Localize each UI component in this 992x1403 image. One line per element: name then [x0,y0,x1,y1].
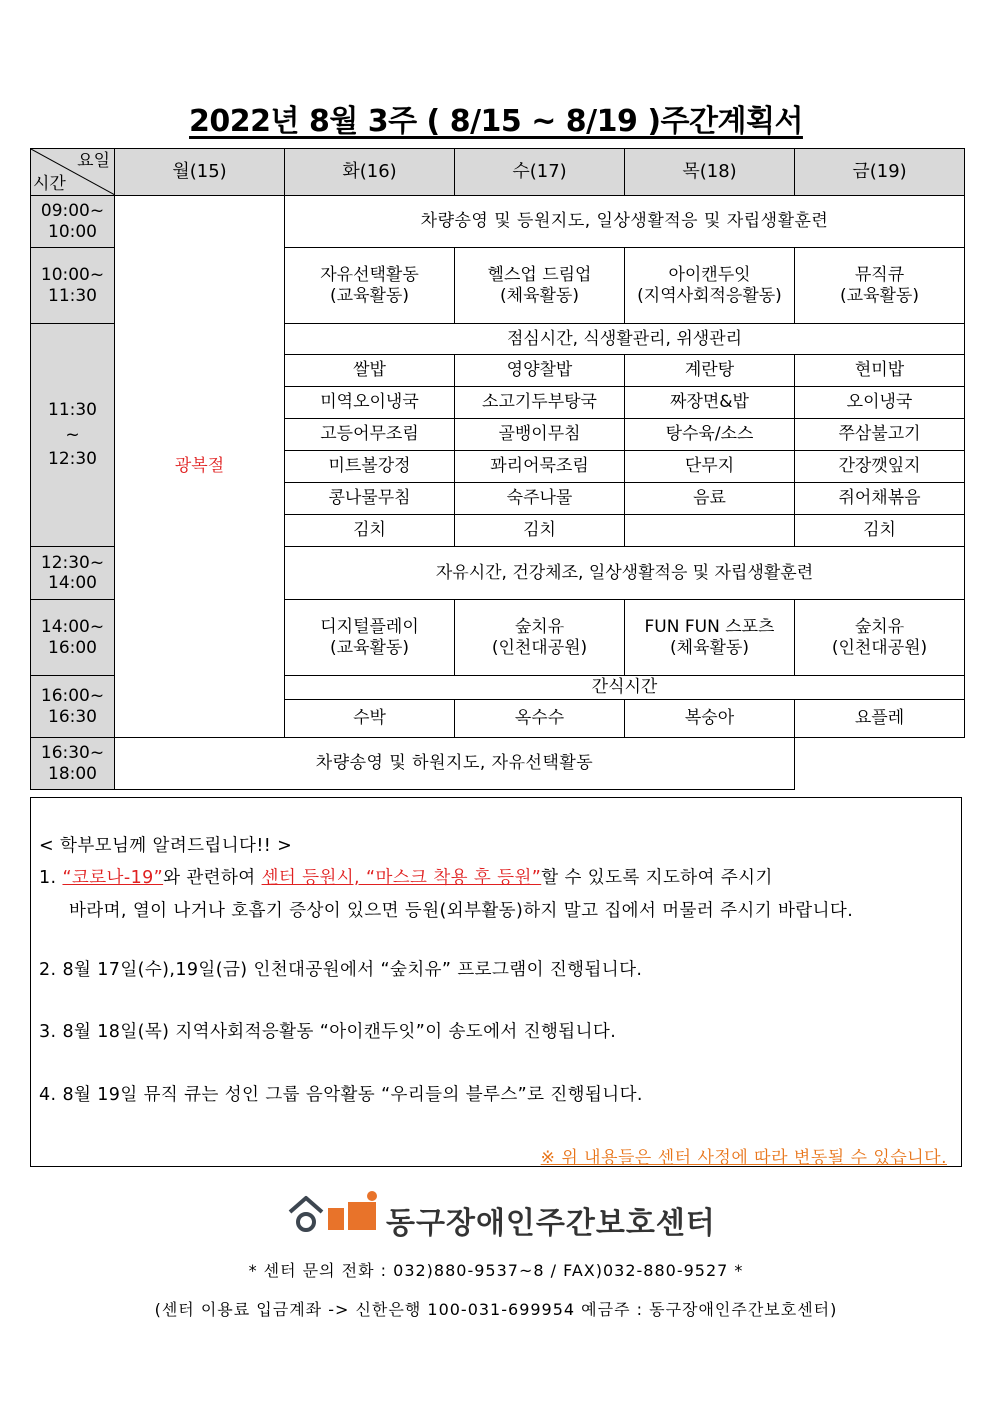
activity-cell: 아이캔두잇 (지역사회적응활동) [625,248,795,324]
notice-item-3: 3. 8월 18일(목) 지역사회적응활동 “아이캔두잇”이 송도에서 진행됩니다. [39,1022,617,1042]
corner-time-label: 시간 [33,173,66,194]
day-header-mon: 월(15) [115,149,285,196]
notice-disclaimer: ※ 위 내용들은 센터 사정에 따라 변동될 수 있습니다. [540,1148,947,1168]
menu-item: 꽈리어묵조림 [455,451,625,483]
day-header-wed: 수(17) [455,149,625,196]
center-logo-icon [288,1190,380,1234]
menu-item: 탕수육/소스 [625,419,795,451]
holiday-cell: 광복절 [115,196,285,738]
notice-1-text-a: 와 관련하여 [163,868,262,888]
account-info: (센터 이용료 입금계좌 -> 신한은행 100-031-699954 예금주 : 동구장애인주간보호센터) [154,1300,838,1319]
activity-cell: 숲치유 (인천대공원) [455,600,625,676]
menu-item: 골뱅이무침 [455,419,625,451]
menu-item: 김치 [455,515,625,547]
center-logo [0,1190,992,1240]
time-cell: 14:00~ 16:00 [31,600,115,676]
activity-cell: 디지털플레이 (교육활동) [285,600,455,676]
day-header-tue: 화(16) [285,149,455,196]
menu-item: 김치 [285,515,455,547]
page-title [0,96,992,140]
notice-heading: < 학부모님께 알려드립니다!! > [39,836,293,856]
activity-cell: 자유선택활동 (교육활동) [285,248,455,324]
snack-item: 요플레 [795,700,965,738]
page-title-text: 2022년 8월 3주 ( 8/15 ~ 8/19 )주간계획서 [189,104,803,139]
menu-item: 콩나물무침 [285,483,455,515]
menu-item: 쥐어채볶음 [795,483,965,515]
snack-item: 옥수수 [455,700,625,738]
activity-cell: 헬스업 드림업 (체육활동) [455,248,625,324]
menu-item: 미역오이냉국 [285,387,455,419]
parent-notice-box [30,797,962,1167]
time-cell: 09:00~ 10:00 [31,196,115,248]
snack-title: 간식시간 [285,676,965,700]
snack-item: 수박 [285,700,455,738]
notice-item-4: 4. 8월 19일 뮤직 큐는 성인 그룹 음악활동 “우리들의 블루스”로 진행됩니다. [39,1085,643,1105]
activity-merged: 자유시간, 건강체조, 일상생활적응 및 자립생활훈련 [285,547,965,600]
menu-item: 짜장면&밥 [625,387,795,419]
center-name: 동구장애인주간보호센터 [386,1206,716,1241]
menu-item: 고등어무조림 [285,419,455,451]
activity-merged: 차량송영 및 하원지도, 자유선택활동 [115,738,795,790]
activity-cell: FUN FUN 스포츠 (체육활동) [625,600,795,676]
menu-item: 쭈삼불고기 [795,419,965,451]
contact-info: * 센터 문의 전화 : 032)880-9537~8 / FAX)032-880-9527 * [248,1261,744,1280]
time-cell: 12:30~ 14:00 [31,547,115,600]
time-cell: 11:30 ~ 12:30 [31,324,115,547]
notice-item-1-line2: 바라며, 열이 나거나 호흡기 증상이 있으면 등원(외부활동)하지 말고 집에서 머물러 주시기 바랍니다. [69,901,854,921]
activity-cell: 뮤직큐 (교육활동) [795,248,965,324]
notice-item-2: 2. 8월 17일(수),19일(금) 인천대공원에서 “숲치유” 프로그램이 진행됩니다. [39,960,643,980]
notice-1-covid: “코로나-19” [62,868,164,888]
menu-item: 단무지 [625,451,795,483]
day-header-fri: 금(19) [795,149,965,196]
menu-item: 음료 [625,483,795,515]
snack-item: 복숭아 [625,700,795,738]
menu-item: 김치 [795,515,965,547]
menu-item: 소고기두부탕국 [455,387,625,419]
menu-item: 간장깻잎지 [795,451,965,483]
lunch-title: 점심시간, 식생활관리, 위생관리 [285,324,965,355]
weekly-schedule-table [30,148,965,790]
notice-1-number: 1. [39,868,63,888]
time-cell: 16:30~ 18:00 [31,738,115,790]
menu-item: 영양찰밥 [455,355,625,387]
corner-day-label: 요일 [77,151,110,171]
menu-item: 숙주나물 [455,483,625,515]
row-0900 [31,196,965,248]
time-cell: 10:00~ 11:30 [31,248,115,324]
activity-merged: 차량송영 및 등원지도, 일상생활적응 및 자립생활훈련 [285,196,965,248]
menu-item: 계란탕 [625,355,795,387]
menu-item: 미트볼강정 [285,451,455,483]
header-row [31,149,965,196]
menu-item [625,515,795,547]
corner-cell [31,149,115,196]
notice-1-text-b: 할 수 있도록 지도하여 주시기 [541,868,773,888]
day-header-thu: 목(18) [625,149,795,196]
menu-item: 현미밥 [795,355,965,387]
time-cell: 16:00~ 16:30 [31,676,115,738]
menu-item: 오이냉국 [795,387,965,419]
notice-1-mask: 센터 등원시, “마스크 착용 후 등원” [261,868,542,888]
menu-item: 쌀밥 [285,355,455,387]
row-1630 [31,738,965,790]
activity-cell: 숲치유 (인천대공원) [795,600,965,676]
notice-item-1 [39,864,773,889]
